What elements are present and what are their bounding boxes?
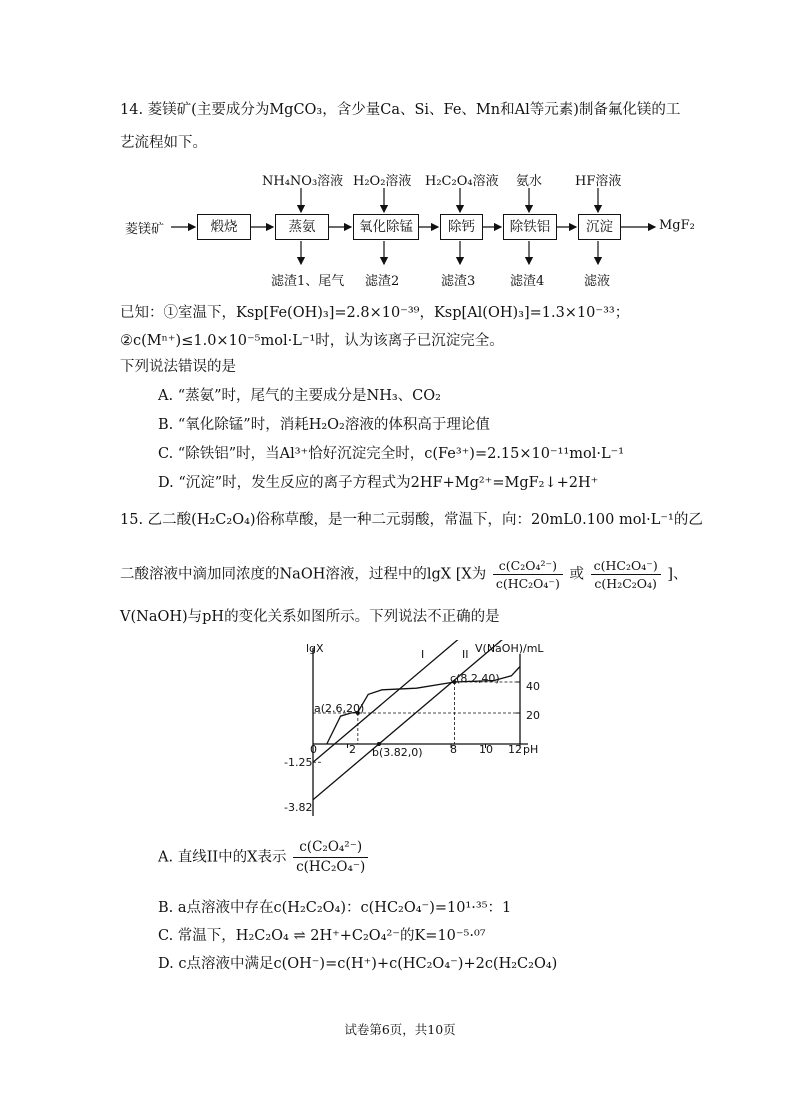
q15-or: 或: [569, 566, 585, 583]
x-tick: 0: [310, 743, 317, 756]
step-remove-fe-al: 除铁铝: [503, 214, 557, 240]
q14-option-a: A. “蒸氨”时，尾气的主要成分是NH₃、CO₂: [158, 388, 441, 404]
fraction-x1: [493, 557, 563, 592]
series-line-ii: [313, 640, 520, 800]
output: 滤渣2: [365, 274, 400, 289]
fraction-numerator: c(C₂O₄²⁻): [293, 838, 368, 858]
q15-line2-pre: 二酸溶液中滴加同浓度的NaOH溶液，过程中的lgX [X为: [120, 566, 487, 583]
fraction-option-a: [293, 838, 368, 877]
q15-option-c: C. 常温下，H₂C₂O₄ ⇌ 2H⁺+C₂O₄²⁻的K=10⁻⁵·⁰⁷: [158, 928, 486, 944]
line-label-i: I: [421, 648, 425, 661]
titration-chart: [280, 640, 580, 820]
point-a-label: a(2.6,20): [314, 702, 365, 715]
reagent: HF溶液: [575, 174, 622, 189]
q15-option-d: D. c点溶液中满足c(OH⁻)=c(H⁺)+c(HC₂O₄⁻)+2c(H₂C₂O₄): [158, 956, 558, 972]
step-oxidize-mn: 氧化除锰: [353, 214, 419, 240]
q14-known-1: 已知：①室温下，Ksp[Fe(OH)₃]=2.8×10⁻³⁹，Ksp[Al(OH)₃]=1.3×10⁻³³；: [120, 305, 630, 321]
output: 滤渣3: [441, 274, 476, 289]
q15-stem-line3: V(NaOH)与pH的变化关系如图所示。下列说法不正确的是: [120, 609, 500, 625]
line-label-ii: II: [462, 648, 469, 661]
q14-stem-line2: 艺流程如下。: [120, 135, 207, 151]
step-calcine: 煅烧: [197, 214, 251, 240]
fraction-numerator: c(C₂O₄²⁻): [493, 557, 563, 575]
q15-option-a-text: A. 直线II中的X表示: [158, 849, 287, 866]
q15-option-a: [158, 838, 370, 877]
output: 滤渣4: [510, 274, 545, 289]
output: 滤液: [584, 274, 611, 289]
flow-end: MgF₂: [659, 218, 695, 233]
reagent: NH₄NO₃溶液: [262, 174, 344, 189]
reagent: H₂O₂溶液: [353, 174, 412, 189]
y-tick-right: 20: [526, 709, 540, 722]
step-remove-ca: 除钙: [440, 214, 483, 240]
q14-question: 下列说法错误的是: [120, 359, 236, 375]
y-tick-left: -3.82: [284, 801, 313, 814]
fraction-x2: [591, 557, 661, 592]
q15-stem-line2: [120, 557, 688, 592]
x-tick: 2: [349, 743, 356, 756]
q14-option-b: B. “氧化除锰”时，消耗H₂O₂溶液的体积高于理论值: [158, 417, 490, 433]
x-tick: 10: [479, 743, 493, 756]
fraction-denominator: c(H₂C₂O₄): [594, 576, 657, 591]
step-ammonia: 蒸氨: [275, 214, 329, 240]
chart-svg: [280, 640, 580, 820]
q14-known-2: ②c(Mⁿ⁺)≤1.0×10⁻⁵mol·L⁻¹时，认为该离子已沉淀完全。: [120, 333, 504, 349]
y-tick-left: -1.25: [284, 756, 313, 769]
page-footer: 试卷第6页，共10页: [344, 1022, 456, 1037]
q15-line2-post: ]、: [667, 566, 688, 583]
output: 滤渣1、尾气: [271, 274, 345, 289]
fraction-denominator: c(HC₂O₄⁻): [495, 576, 560, 591]
reagent: H₂C₂O₄溶液: [425, 174, 499, 189]
reagent: 氨水: [516, 174, 543, 189]
point-c-label: c(8.2,40): [450, 672, 500, 685]
q15-option-b: B. a点溶液中存在c(H₂C₂O₄)：c(HC₂O₄⁻)=10¹·³⁵：1: [158, 900, 512, 916]
q15-stem-line1: 15. 乙二酸(H₂C₂O₄)俗称草酸，是一种二元弱酸，常温下，向：20mL0.100 mol·L⁻¹的乙: [120, 512, 703, 528]
fraction-numerator: c(HC₂O₄⁻): [591, 557, 661, 575]
x-axis-label: pH: [523, 743, 539, 756]
q14-stem-line1: 14. 菱镁矿(主要成分为MgCO₃，含少量Ca、Si、Fe、Mn和Al等元素)制备氟化镁的工: [120, 102, 681, 118]
x-tick: 12: [508, 743, 522, 756]
step-precipitate: 沉淀: [578, 214, 621, 240]
x-tick: 8: [450, 743, 457, 756]
chart-ylabel-left: lgX: [306, 642, 324, 655]
process-flow-diagram: [125, 168, 705, 292]
fraction-denominator: c(HC₂O₄⁻): [296, 859, 366, 875]
point-b-label: b(3.82,0): [372, 746, 423, 759]
chart-ylabel-right: V(NaOH)/mL: [475, 642, 544, 655]
q14-option-d: D. “沉淀”时，发生反应的离子方程式为2HF+Mg²⁺=MgF₂↓+2H⁺: [158, 475, 599, 491]
y-tick-right: 40: [526, 680, 540, 693]
q14-option-c: C. “除铁铝”时，当Al³⁺恰好沉淀完全时，c(Fe³⁺)=2.15×10⁻¹¹mol·L⁻¹: [158, 446, 625, 462]
flow-start: 菱镁矿: [125, 222, 165, 237]
